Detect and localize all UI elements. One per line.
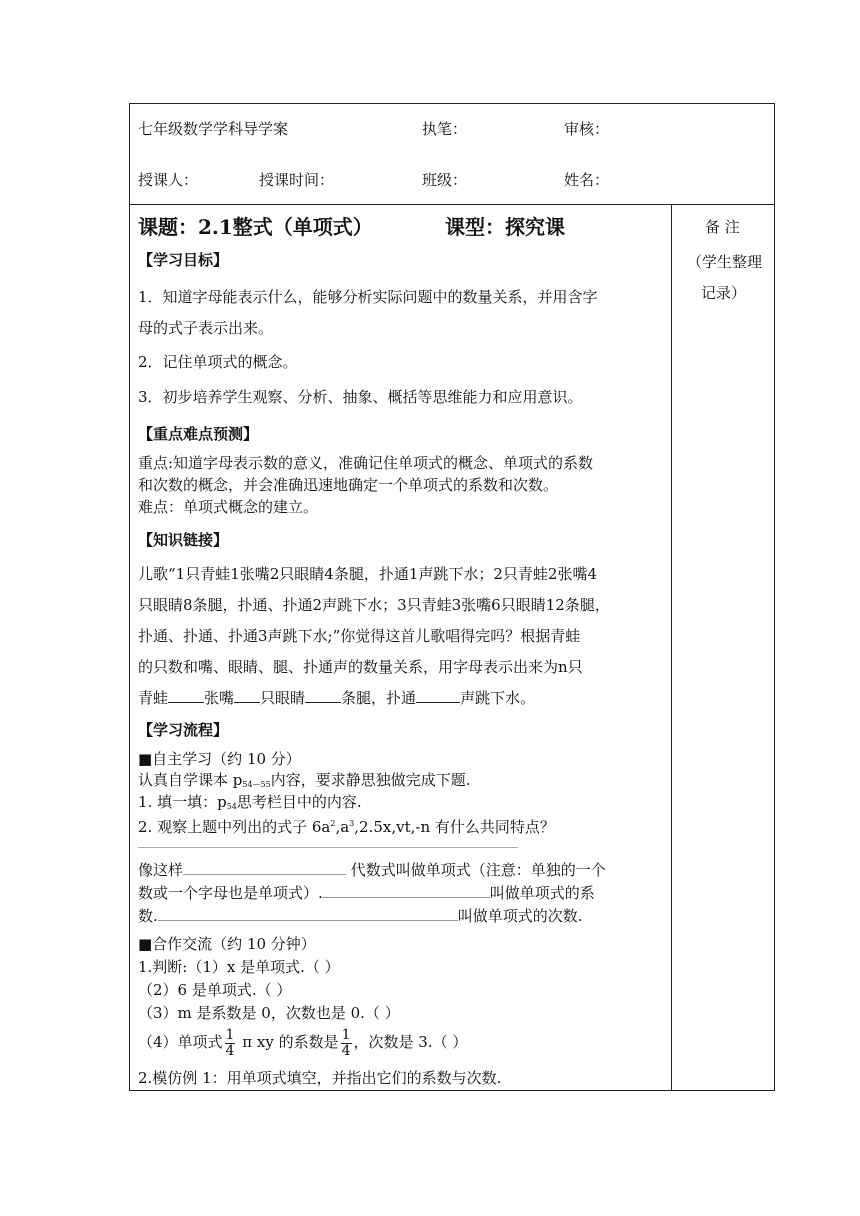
links-l5-a: 青蛙 bbox=[138, 689, 169, 707]
fraction-quarter-1: $\frac{1}{4}$ bbox=[225, 1026, 235, 1059]
blank-like-these[interactable] bbox=[183, 860, 346, 875]
goal-1-line2: 母的式子表示出来。 bbox=[138, 319, 274, 337]
notes-hint-line1: （学生整理 bbox=[687, 253, 763, 271]
keypoints-heading: 【重点难点预测】 bbox=[138, 425, 259, 443]
j4-b: π xy 的系数是 bbox=[237, 1033, 339, 1051]
keypoint-line3: 难点：单项式概念的建立。 bbox=[138, 498, 319, 516]
notes-heading: 备 注 bbox=[705, 218, 740, 236]
goal-2: 2．记住单项式的概念。 bbox=[138, 353, 298, 371]
q2-b: ,a bbox=[335, 818, 350, 836]
links-heading: 【知识链接】 bbox=[138, 531, 229, 549]
name-label: 姓名： bbox=[564, 171, 610, 189]
blank-mouths[interactable] bbox=[168, 688, 204, 703]
reviewer-label: 审核： bbox=[564, 120, 610, 138]
links-l5-c: 只眼睛 bbox=[260, 689, 306, 707]
self-study-heading: ■自主学习（约 10 分） bbox=[138, 750, 301, 768]
answer-line-q2[interactable] bbox=[138, 847, 518, 848]
judge-4 bbox=[138, 1024, 467, 1060]
read-pages: 54—55 bbox=[242, 780, 271, 789]
q2-exp2: 3 bbox=[349, 819, 355, 828]
question-2 bbox=[138, 814, 555, 837]
links-line2: 只眼睛8条腿，扑通、扑通2声跳下水；3只青蛙3张嘴6只眼睛12条腿， bbox=[138, 596, 610, 614]
judge-2: （2）6 是单项式.（ ） bbox=[138, 981, 292, 999]
links-l5-e: 声跳下水。 bbox=[460, 689, 536, 707]
teacher-label: 授课人： bbox=[138, 171, 199, 189]
judge-1: 1.判断:（1）x 是单项式.（ ） bbox=[138, 958, 340, 976]
links-line3: 扑通、扑通、扑通3声跳下水;”你觉得这首儿歌唱得完吗？根据青蛙 bbox=[138, 627, 581, 645]
goal-3: 3．初步培养学生观察、分析、抽象、概括等思维能力和应用意识。 bbox=[138, 388, 583, 406]
coop-heading: ■合作交流（约 10 分钟） bbox=[138, 935, 316, 953]
links-line1: 儿歌“1只青蛙1张嘴2只眼睛4条腿，扑通1声跳下水；2只青蛙2张嘴4 bbox=[138, 565, 598, 583]
q2-c: ,2.5x,vt,-n 有什么共同特点？ bbox=[354, 818, 555, 836]
example-1: 2.模仿例 1：用单项式填空，并指出它们的系数与次数. bbox=[138, 1069, 502, 1087]
q2-a: 2. 观察上题中列出的式子 6a bbox=[138, 818, 331, 836]
definition-line3 bbox=[138, 906, 583, 926]
links-l5-b: 张嘴 bbox=[204, 689, 235, 707]
blank-splash[interactable] bbox=[416, 688, 460, 703]
definition-line1 bbox=[138, 860, 606, 880]
keypoint-line2: 和次数的概念，并会准确迅速地确定一个单项式的系数和次数。 bbox=[138, 476, 559, 494]
q1-page: 54 bbox=[226, 802, 237, 811]
goals-heading: 【学习目标】 bbox=[138, 251, 229, 269]
like-b: 代数式叫做单项式（注意：单独的一个 bbox=[346, 861, 606, 879]
course-title: 七年级数学学科导学案 bbox=[138, 120, 289, 138]
links-line5 bbox=[138, 688, 535, 708]
blank-eyes[interactable] bbox=[234, 688, 260, 703]
j4-a: （4）单项式 bbox=[138, 1033, 223, 1051]
definition-line2 bbox=[138, 883, 595, 903]
links-line4: 的只数和嘴、眼睛、腿、扑通声的数量关系，用字母表示出来为n只 bbox=[138, 658, 583, 676]
like2-a: 数或一个字母也是单项式）. bbox=[138, 884, 323, 902]
time-label: 授课时间： bbox=[259, 171, 335, 189]
like2-b: 叫做单项式的系 bbox=[489, 884, 595, 902]
q1-b: 思考栏目中的内容. bbox=[236, 793, 362, 811]
blank-degree[interactable] bbox=[158, 906, 458, 921]
fraction-quarter-2: $\frac{1}{4}$ bbox=[341, 1026, 351, 1059]
links-l5-d: 条腿，扑通 bbox=[341, 689, 417, 707]
keypoint-line1: 重点:知道字母表示数的意义，准确记住单项式的概念、单项式的系数 bbox=[138, 454, 594, 472]
blank-coefficient[interactable] bbox=[323, 883, 490, 898]
read-b: 内容，要求静思独做完成下题. bbox=[270, 771, 471, 789]
like3-a: 数. bbox=[138, 907, 158, 925]
q1-a: 1. 填一填：p bbox=[138, 793, 227, 811]
notes-column-divider bbox=[671, 204, 672, 1091]
like-a: 像这样 bbox=[138, 861, 184, 879]
class-label: 班级： bbox=[422, 171, 468, 189]
process-heading: 【学习流程】 bbox=[138, 721, 229, 739]
header-divider bbox=[129, 204, 775, 205]
read-a: 认真自学课本 p bbox=[138, 771, 243, 789]
j4-c: ，次数是 3.（ ） bbox=[353, 1033, 468, 1051]
like3-b: 叫做单项式的次数. bbox=[457, 907, 583, 925]
lesson-topic: 课题：2.1整式（单项式） bbox=[138, 215, 373, 239]
judge-3: （3）m 是系数是 0，次数也是 0.（ ） bbox=[138, 1004, 400, 1022]
writer-label: 执笔： bbox=[422, 120, 468, 138]
notes-hint-line2: 记录） bbox=[701, 284, 747, 302]
q2-exp1: 2 bbox=[330, 819, 336, 828]
blank-legs[interactable] bbox=[305, 688, 341, 703]
lesson-type: 课型：探究课 bbox=[445, 215, 565, 239]
goal-1-line1: 1．知道字母能表示什么，能够分析实际问题中的数量关系，并用含字 bbox=[138, 288, 598, 306]
